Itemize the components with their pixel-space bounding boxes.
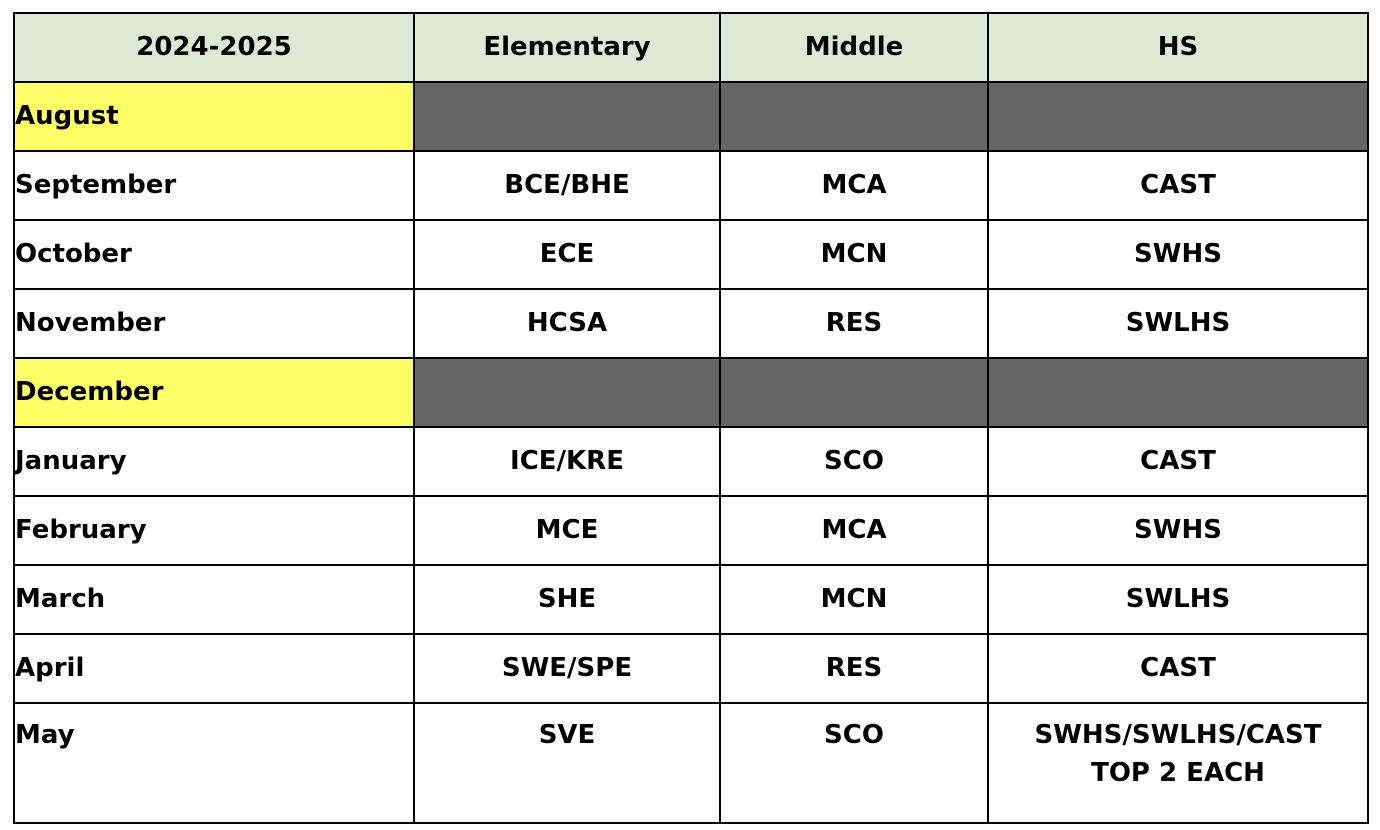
hs-cell-line-1: SWHS/SWLHS/CAST (1034, 720, 1322, 750)
table-row-september (14, 151, 1368, 220)
header-year: 2024-2025 (14, 13, 414, 82)
hs-cell: SWLHS (988, 289, 1368, 358)
table-row-november (14, 289, 1368, 358)
month-cell: April (14, 634, 414, 703)
middle-cell: MCN (720, 220, 988, 289)
month-cell: February (14, 496, 414, 565)
table-row-october (14, 220, 1368, 289)
elementary-cell: SWE/SPE (414, 634, 720, 703)
table-row-may (14, 703, 1368, 823)
table-row-january (14, 427, 1368, 496)
month-cell: October (14, 220, 414, 289)
elementary-cell: HCSA (414, 289, 720, 358)
elementary-cell: ICE/KRE (414, 427, 720, 496)
elementary-cell: SVE (414, 703, 720, 823)
month-cell: November (14, 289, 414, 358)
header-hs: HS (988, 13, 1368, 82)
header-elementary: Elementary (414, 13, 720, 82)
middle-cell: RES (720, 634, 988, 703)
middle-cell: RES (720, 289, 988, 358)
middle-cell: MCN (720, 565, 988, 634)
month-cell: December (14, 358, 414, 427)
header-row (14, 13, 1368, 82)
elementary-cell: SHE (414, 565, 720, 634)
table-row-april (14, 634, 1368, 703)
hs-cell: CAST (988, 151, 1368, 220)
elementary-cell-blocked (414, 82, 720, 151)
table-row-december (14, 358, 1368, 427)
hs-cell: CAST (988, 634, 1368, 703)
table-row-february (14, 496, 1368, 565)
middle-cell: MCA (720, 151, 988, 220)
hs-cell-blocked (988, 358, 1368, 427)
table-row-august (14, 82, 1368, 151)
hs-cell: SWHS (988, 496, 1368, 565)
hs-cell: CAST (988, 427, 1368, 496)
header-middle: Middle (720, 13, 988, 82)
middle-cell: SCO (720, 703, 988, 823)
elementary-cell: BCE/BHE (414, 151, 720, 220)
month-cell: March (14, 565, 414, 634)
elementary-cell-blocked (414, 358, 720, 427)
month-cell: September (14, 151, 414, 220)
hs-cell-blocked (988, 82, 1368, 151)
middle-cell-blocked (720, 358, 988, 427)
hs-cell (988, 703, 1368, 823)
month-cell: August (14, 82, 414, 151)
month-cell: May (14, 703, 414, 823)
hs-cell: SWHS (988, 220, 1368, 289)
hs-cell-line-2: TOP 2 EACH (1091, 757, 1265, 788)
schedule-table (13, 12, 1369, 824)
elementary-cell: ECE (414, 220, 720, 289)
elementary-cell: MCE (414, 496, 720, 565)
table-row-march (14, 565, 1368, 634)
month-cell: January (14, 427, 414, 496)
middle-cell-blocked (720, 82, 988, 151)
hs-cell: SWLHS (988, 565, 1368, 634)
middle-cell: SCO (720, 427, 988, 496)
middle-cell: MCA (720, 496, 988, 565)
